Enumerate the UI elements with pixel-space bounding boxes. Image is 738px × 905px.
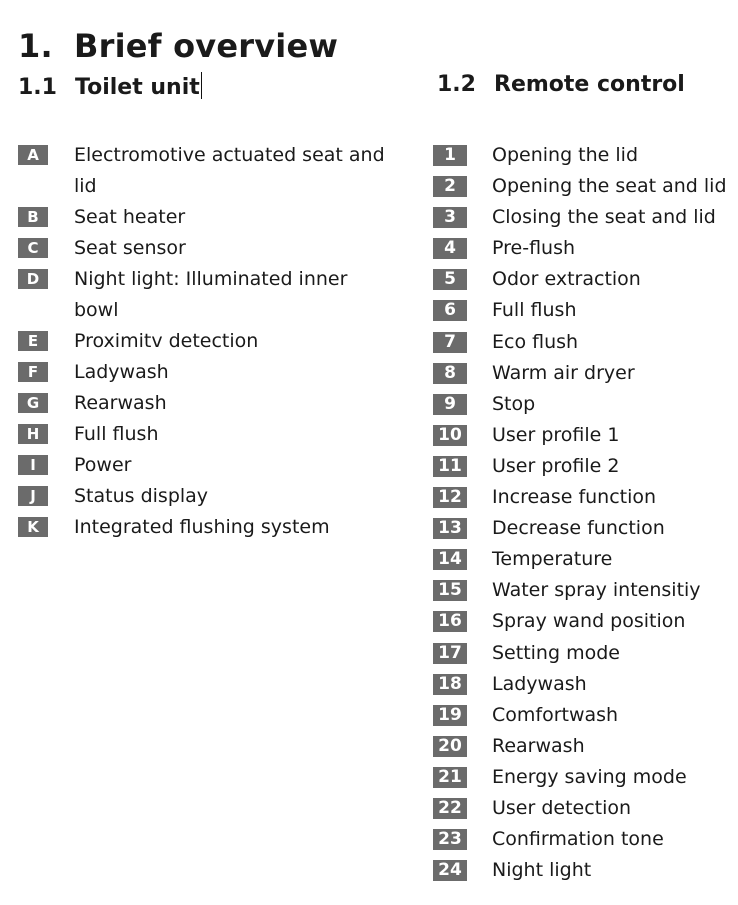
remote-control-item xyxy=(433,669,733,700)
toilet-unit-item xyxy=(18,233,418,264)
remote-control-key-badge: 17 xyxy=(433,643,467,664)
remote-control-item xyxy=(433,482,733,513)
remote-control-item-label: Warm air dryer xyxy=(492,361,635,384)
remote-control-item-label: Decrease function xyxy=(492,517,665,540)
remote-control-item-label: Closing the seat and lid xyxy=(492,206,716,229)
toilet-unit-item-label: Ladywash xyxy=(74,361,169,383)
toilet-unit-item xyxy=(18,140,418,202)
remote-control-key-badge: 9 xyxy=(433,394,467,415)
toilet-unit-heading-text: Toilet unit xyxy=(75,75,200,100)
remote-control-item-label: Eco flush xyxy=(492,330,579,353)
remote-control-key-badge: 18 xyxy=(433,674,467,695)
toilet-unit-item-label: Night light: Illuminated inner bowl xyxy=(74,268,348,321)
remote-control-key-badge: 22 xyxy=(433,798,467,819)
toilet-unit-item-label: Status display xyxy=(74,485,209,507)
remote-control-key-badge: 19 xyxy=(433,705,467,726)
remote-control-item-label: Confirmation tone xyxy=(492,828,664,851)
remote-control-item-label: Full flush xyxy=(492,299,577,322)
toilet-unit-key-badge: E xyxy=(18,331,48,351)
title-number: 1. xyxy=(18,27,53,66)
remote-control-item xyxy=(433,420,733,451)
remote-control-item xyxy=(433,638,733,669)
toilet-unit-key-badge: B xyxy=(18,207,48,227)
remote-control-item xyxy=(433,451,733,482)
toilet-unit-item-label: Power xyxy=(74,454,132,476)
remote-control-key-badge: 12 xyxy=(433,487,467,508)
text-cursor xyxy=(201,72,202,99)
toilet-unit-list xyxy=(18,140,418,543)
remote-control-item-label: User profile 1 xyxy=(492,423,620,446)
remote-control-key-badge: 3 xyxy=(433,207,467,228)
remote-control-item xyxy=(433,202,733,233)
toilet-unit-item xyxy=(18,450,418,481)
toilet-unit-key-badge: I xyxy=(18,455,48,475)
remote-control-item-label: Increase function xyxy=(492,486,657,509)
toilet-unit-item xyxy=(18,481,418,512)
remote-control-number: 1.2 xyxy=(437,72,476,97)
toilet-unit-item-label: Proximitv detection xyxy=(74,330,259,352)
remote-control-item xyxy=(433,606,733,637)
toilet-unit-key-badge: A xyxy=(18,145,48,165)
remote-control-key-badge: 15 xyxy=(433,580,467,601)
remote-control-key-badge: 23 xyxy=(433,829,467,850)
remote-control-item xyxy=(433,855,733,886)
toilet-unit-item-label: Seat sensor xyxy=(74,237,186,259)
toilet-unit-key-badge: K xyxy=(18,517,48,537)
remote-control-heading-text: Remote control xyxy=(494,72,685,97)
remote-control-key-badge: 1 xyxy=(433,145,467,166)
toilet-unit-item-label: Integrated flushing system xyxy=(74,516,330,538)
remote-control-list xyxy=(433,140,733,886)
remote-control-key-badge: 2 xyxy=(433,176,467,197)
remote-control-item-label: Ladywash xyxy=(492,672,587,695)
remote-control-item xyxy=(433,140,733,171)
remote-control-item xyxy=(433,575,733,606)
remote-control-key-badge: 5 xyxy=(433,269,467,290)
title-text: Brief overview xyxy=(74,27,339,66)
remote-control-item-label: Opening the seat and lid xyxy=(492,175,727,198)
remote-control-item-label: Odor extraction xyxy=(492,268,641,291)
remote-control-item-label: Water spray intensitiy xyxy=(492,579,701,602)
remote-control-key-badge: 16 xyxy=(433,611,467,632)
remote-control-key-badge: 11 xyxy=(433,456,467,477)
remote-control-item-label: Setting mode xyxy=(492,641,620,664)
toilet-unit-key-badge: D xyxy=(18,269,48,289)
remote-control-key-badge: 7 xyxy=(433,332,467,353)
remote-control-item xyxy=(433,762,733,793)
remote-control-item xyxy=(433,327,733,358)
toilet-unit-item xyxy=(18,419,418,450)
toilet-unit-item-label: Full flush xyxy=(74,423,159,445)
remote-control-key-badge: 4 xyxy=(433,238,467,259)
remote-control-item xyxy=(433,171,733,202)
remote-control-key-badge: 13 xyxy=(433,518,467,539)
toilet-unit-item xyxy=(18,264,418,326)
remote-control-item-label: Opening the lid xyxy=(492,144,639,166)
page-title xyxy=(18,27,338,65)
remote-control-key-badge: 21 xyxy=(433,767,467,788)
remote-control-item xyxy=(433,233,733,264)
remote-control-item xyxy=(433,824,733,855)
remote-control-heading xyxy=(437,72,685,97)
remote-control-item xyxy=(433,700,733,731)
remote-control-item xyxy=(433,358,733,389)
remote-control-item-label: Night light xyxy=(492,859,592,882)
remote-control-item-label: Temperature xyxy=(492,548,613,571)
toilet-unit-key-badge: H xyxy=(18,424,48,444)
toilet-unit-key-badge: J xyxy=(18,486,48,506)
remote-control-item-label: Rearwash xyxy=(492,734,585,757)
remote-control-item xyxy=(433,264,733,295)
toilet-unit-item xyxy=(18,326,418,357)
toilet-unit-key-badge: G xyxy=(18,393,48,413)
toilet-unit-item xyxy=(18,512,418,543)
remote-control-item-label: Stop xyxy=(492,392,536,415)
remote-control-key-badge: 24 xyxy=(433,860,467,881)
remote-control-key-badge: 10 xyxy=(433,425,467,446)
remote-control-item xyxy=(433,544,733,575)
remote-control-item-label: User profile 2 xyxy=(492,454,620,477)
toilet-unit-key-badge: C xyxy=(18,238,48,258)
toilet-unit-item xyxy=(18,202,418,233)
remote-control-key-badge: 8 xyxy=(433,363,467,384)
remote-control-item xyxy=(433,731,733,762)
remote-control-item-label: Pre-flush xyxy=(492,237,576,260)
remote-control-item xyxy=(433,513,733,544)
toilet-unit-key-badge: F xyxy=(18,362,48,382)
remote-control-item-label: User detection xyxy=(492,796,632,819)
remote-control-item xyxy=(433,389,733,420)
remote-control-item xyxy=(433,793,733,824)
remote-control-key-badge: 20 xyxy=(433,736,467,757)
toilet-unit-item xyxy=(18,388,418,419)
remote-control-key-badge: 14 xyxy=(433,549,467,570)
toilet-unit-item xyxy=(18,357,418,388)
toilet-unit-item-label: Rearwash xyxy=(74,392,167,414)
remote-control-item xyxy=(433,295,733,326)
remote-control-item-label: Energy saving mode xyxy=(492,765,687,788)
remote-control-key-badge: 6 xyxy=(433,300,467,321)
remote-control-item-label: Spray wand position xyxy=(492,610,686,633)
remote-control-item-label: Comfortwash xyxy=(492,703,619,726)
toilet-unit-item-label: Seat heater xyxy=(74,206,186,228)
toilet-unit-heading xyxy=(18,72,202,100)
toilet-unit-number: 1.1 xyxy=(18,75,57,100)
toilet-unit-item-label: Electromotive actuated seat and lid xyxy=(74,144,385,197)
